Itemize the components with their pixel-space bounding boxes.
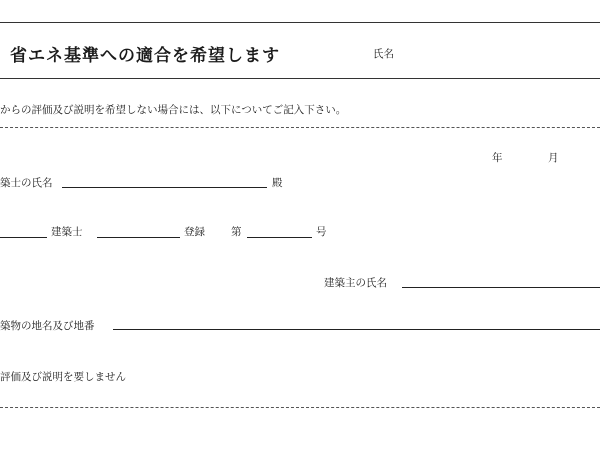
notice-text: からの評価及び説明を希望しない場合には、以下についてご記入下さい。: [0, 104, 347, 116]
architect-name-field[interactable]: [62, 187, 267, 188]
top-border: [0, 22, 600, 23]
header-divider: [0, 78, 600, 79]
license-class-field[interactable]: [0, 237, 47, 238]
declaration-text: 評価及び説明を要しません: [0, 371, 126, 383]
form-title: 省エネ基準への適合を希望します: [10, 46, 280, 66]
owner-name-label: 建築主の氏名: [324, 277, 387, 289]
number-suffix-label: 号: [316, 226, 327, 238]
name-label: 氏名: [373, 48, 394, 60]
owner-name-field[interactable]: [402, 287, 600, 288]
honorific-label: 殿: [272, 177, 283, 189]
architect-name-label: 築士の氏名: [0, 177, 53, 189]
dashed-separator-bottom: [0, 407, 600, 408]
registration-label: 登録: [184, 226, 205, 238]
registration-authority-field[interactable]: [97, 237, 180, 238]
registration-number-field[interactable]: [247, 237, 312, 238]
number-prefix-label: 第: [231, 226, 242, 238]
license-kind-label: 建築士: [51, 226, 83, 238]
month-label: 月: [548, 152, 559, 164]
dashed-separator-top: [0, 127, 600, 128]
site-address-field[interactable]: [113, 329, 600, 330]
site-address-label: 築物の地名及び地番: [0, 320, 95, 332]
year-label: 年: [492, 152, 503, 164]
